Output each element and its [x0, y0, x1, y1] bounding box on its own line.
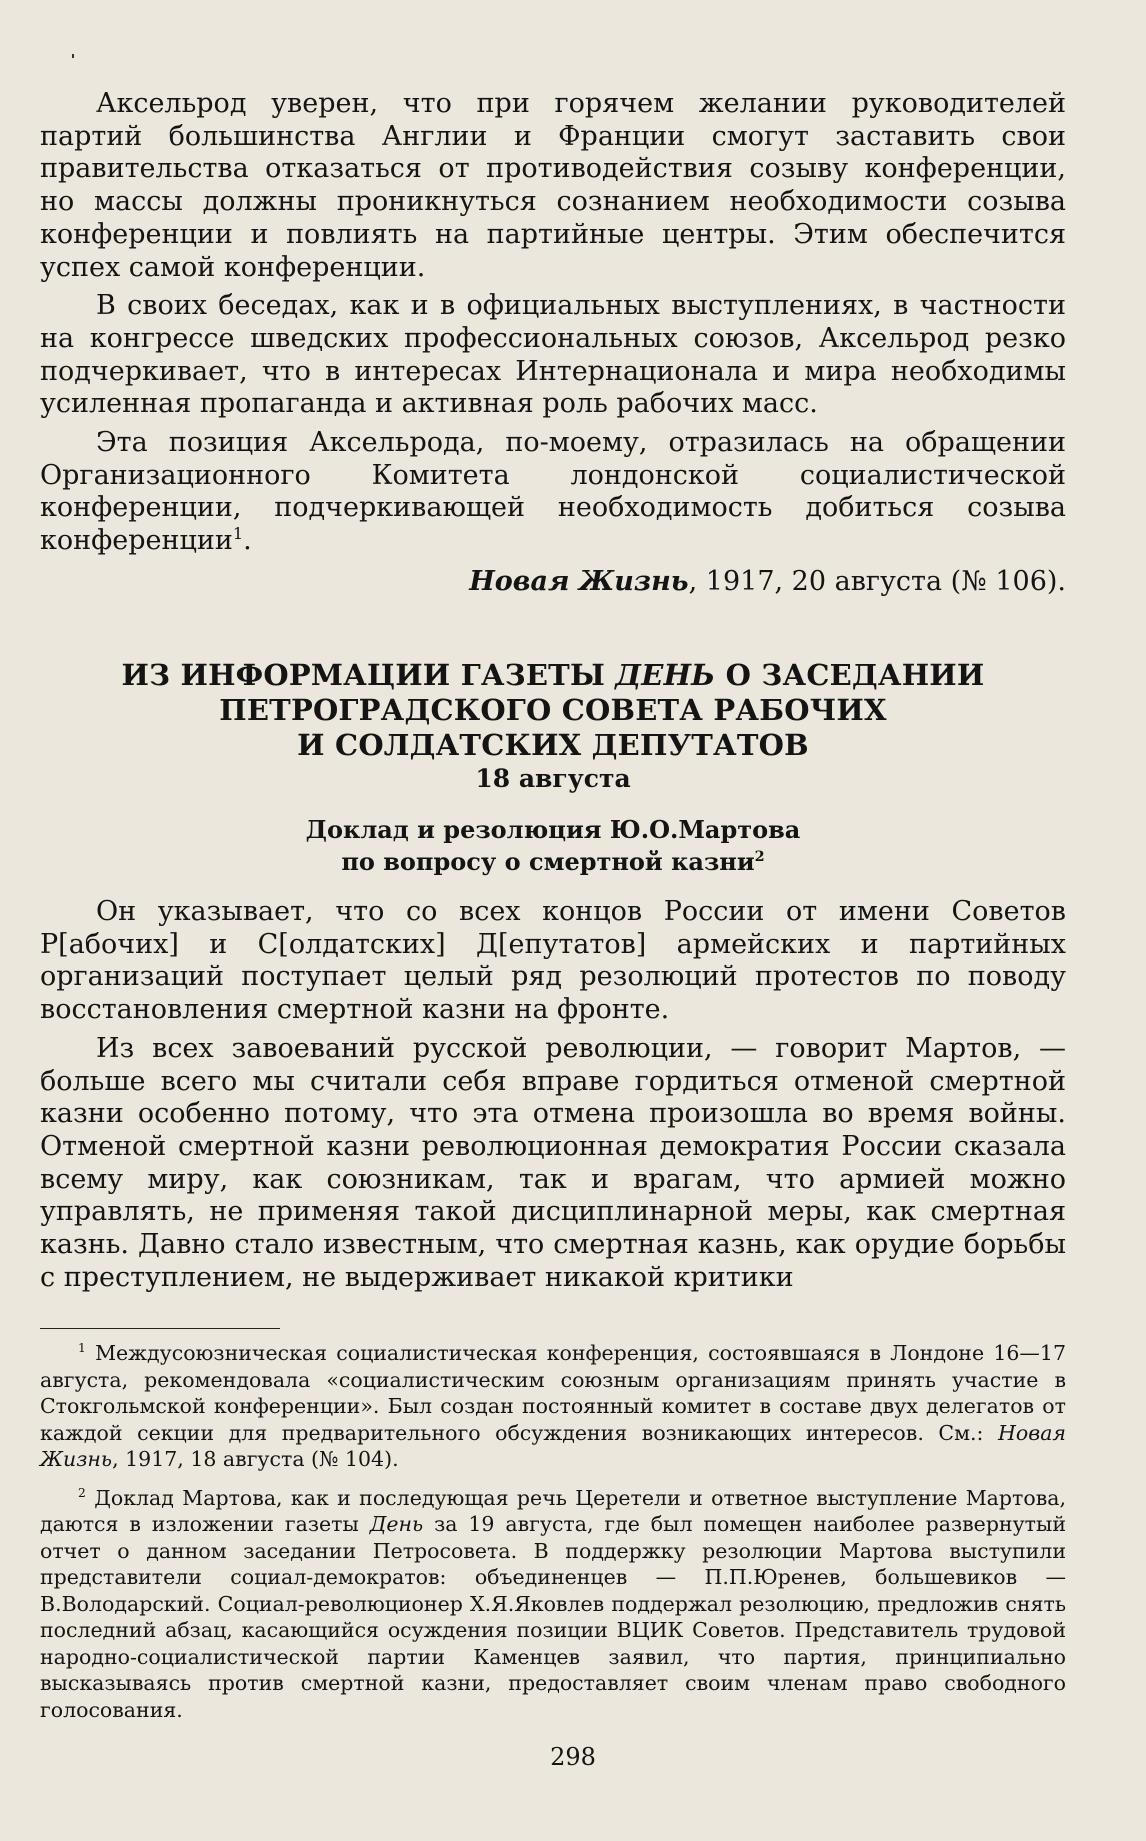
footnote-number: 2 — [78, 1485, 86, 1500]
source-details: , 1917, 20 августа (№ 106). — [688, 565, 1066, 597]
footnote-ref: 1 — [232, 524, 244, 544]
subheading — [40, 814, 1066, 878]
footnote-2 — [40, 1485, 1066, 1724]
footnote-1 — [40, 1340, 1066, 1473]
subheading-text: по вопросу о смертной казни — [341, 847, 755, 876]
footnote-source: День — [369, 1512, 424, 1536]
footnote-number: 1 — [78, 1341, 86, 1356]
footnotes — [40, 1340, 1066, 1735]
heading-line-3: И СОЛДАТСКИХ ДЕПУТАТОВ — [297, 728, 809, 762]
paragraph: Эта позиция Аксельрода, по-моему, отразилась на обращении Организационного Комитета лондонской социалистической конференции, подчеркивающей необходимость добиться созыва конференции$^1$. — [40, 427, 1066, 557]
source-citation — [40, 566, 1066, 598]
section-heading — [40, 658, 1066, 795]
footnote-source: Новая Жизнь — [40, 1420, 1066, 1471]
paragraph-text: Эта позиция Аксельрода, по-моему, отразилась на обращении Организационного Комитета лондонской социалистической конференции, подчеркивающей необходимость добиться созыва конференции — [40, 427, 1066, 557]
main-text-block — [40, 896, 1066, 1300]
subheading-line-2 — [40, 846, 1066, 878]
paragraph: Аксельрод уверен, что при горячем желании руководителей партий большинства Англии и Франции смогут заставить свои правительства отказаться от противодействия созыву конференции, но массы должны проникнуться сознанием необходимости созыва конференции и повлиять на партийные центры. Этим обеспечится успех самой конференции. — [40, 88, 1066, 283]
footnote-text: , 1917, 18 августа (№ 104). — [112, 1447, 399, 1471]
heading-line-2: ПЕТРОГРАДСКОГО СОВЕТА РАБОЧИХ — [219, 693, 887, 727]
heading-line-1 — [40, 658, 1066, 693]
footnote-ref: 2 — [754, 848, 765, 865]
footnote-divider — [40, 1328, 280, 1329]
footnote-text: за 19 августа, где был помещен наиболее развернутый отчет о данном заседании Петросовета. В поддержку резолюции Мартова выступили представители социал-демократов: объединенцев — П.П.Юренев, большевиков — В.Володарский. Социал-революционер Х.Я.Яковлев поддержал резолюцию, предложив снять последний абзац, касающийся осуждения позиции ВЦИК Советов. Представитель трудовой народно-социалистической партии Каменцев заявил, что партия, принципиально высказываясь против смертной казни, предоставляет своим членам право свободного голосования. — [40, 1512, 1066, 1722]
print-mark — [72, 54, 74, 58]
footnote-text: Доклад Мартова, как и последующая речь Церетели и ответное выступление Мартова, даются в изложении газеты — [40, 1485, 1066, 1536]
paragraph: В своих беседах, как и в официальных выступлениях, в частности на конгрессе шведских профессиональных союзов, Аксельрод резко подчеркивает, что в интересах Интернационала и мира необходимы усиленная пропаганда и активная роль рабочих масс. — [40, 290, 1066, 420]
heading-text: О ЗАСЕДАНИИ — [725, 658, 985, 692]
paragraph: Он указывает, что со всех концов России от имени Советов Р[абочих] и С[олдатских] Д[епутатов] армейских и партийных организаций поступает целый ряд резолюций протестов по поводу восстановления смертной казни на фронте. — [40, 896, 1066, 1026]
subheading-line-1: Доклад и резолюция Ю.О.Мартова — [305, 815, 801, 844]
heading-newspaper: ДЕНЬ — [615, 658, 716, 692]
page-number: 298 — [550, 1743, 596, 1771]
heading-date: 18 августа — [475, 764, 631, 793]
top-text-block — [40, 88, 1066, 598]
paragraph: Из всех завоеваний русской революции, — говорит Мартов, — больше всего мы считали себя вправе гордиться отменой смертной казни особенно потому, что эта отмена произошла во время войны. Отменой смертной казни революционная демократия России сказала всему миру, как союзникам, так и врагам, что армией можно управлять, не применяя такой дисциплинарной меры, как смертная казнь. Давно стало известным, что смертная казнь, как орудие борьбы с преступлением, не выдерживает никакой критики — [40, 1032, 1066, 1293]
source-newspaper: Новая Жизнь — [469, 565, 689, 597]
heading-text: ИЗ ИНФОРМАЦИИ ГАЗЕТЫ — [121, 658, 605, 692]
footnote-text: Междусоюзническая социалистическая конференция, состоявшаяся в Лондоне 16—17 августа, рекомендовала «социалистическим союзным организациям принять участие в Стокгольмской конференции». Был создан постоянный комитет в составе двух делегатов от каждой секции для предварительного обсуждения возникающих интересов. См.: — [40, 1341, 1066, 1445]
